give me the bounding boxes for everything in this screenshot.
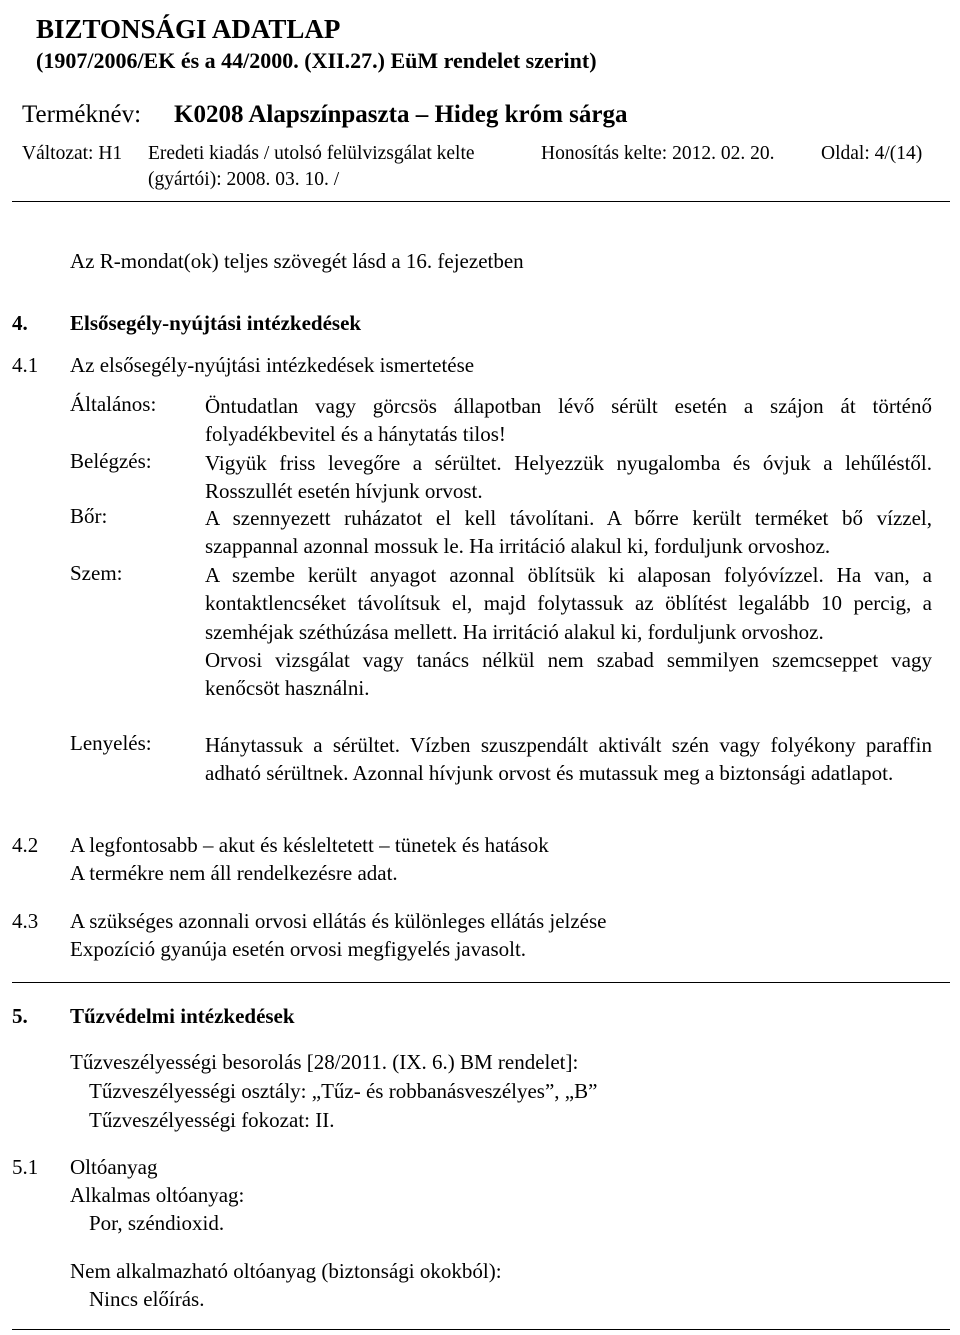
- first-aid-text: Hánytassuk a sérültet. Vízben szuszpendált aktivált szén vagy folyékony paraffin adható sérültnek. Azonnal hívjunk orvost és mutassuk meg a biztonsági adatlapot.: [205, 733, 932, 786]
- first-aid-label: Bőr:: [70, 504, 108, 528]
- document-title: BIZTONSÁGI ADATLAP: [36, 14, 341, 44]
- fire-classification: Tűzveszélyességi besorolás [28/2011. (IX. 6.) BM rendelet]:: [70, 1050, 579, 1074]
- unsuitable-media-label: Nem alkalmazható oltóanyag (biztonsági okokból):: [70, 1259, 502, 1283]
- original-issue-line1: Eredeti kiadás / utolsó felülvizsgálat kelte: [148, 143, 475, 164]
- first-aid-text-extra: Orvosi vizsgálat vagy tanács nélkül nem szabad semmilyen szemcseppet vagy kenőcsöt használni.: [205, 647, 932, 701]
- first-aid-text-block: [205, 561, 932, 702]
- first-aid-text: A szembe került anyagot azonnal öblítsük ki alaposan folyóvízzel. Ha van, a kontaktlencséket távolítsuk el, majd folytassuk az öblítést legalább 10 percig, a szemhéjak széthúzása mellett. Ha irritáció alakul ki, forduljunk orvoshoz.: [205, 563, 932, 644]
- r-phrase-note: Az R-mondat(ok) teljes szövegét lásd a 16. fejezetben: [70, 249, 524, 273]
- fire-class: Tűzveszélyességi osztály: „Tűz- és robbanásveszélyes”, „B”: [89, 1079, 598, 1103]
- unsuitable-media: Nincs előírás.: [89, 1287, 205, 1311]
- section-divider: [12, 982, 950, 983]
- suitable-media-label: Alkalmas oltóanyag:: [70, 1183, 245, 1207]
- header-divider: [12, 201, 950, 202]
- first-aid-text: Vigyük friss levegőre a sérültet. Helyezzük nyugalomba és óvjuk a lehűléstől. Rosszullét esetén hívjunk orvost.: [205, 451, 932, 504]
- subsection-4-3-title: A szükséges azonnali orvosi ellátás és különleges ellátás jelzése: [70, 909, 607, 933]
- subsection-4-3-number: 4.3: [12, 909, 39, 933]
- subsection-4-2-number: 4.2: [12, 833, 39, 857]
- subsection-4-2-text: A termékre nem áll rendelkezésre adat.: [70, 861, 398, 885]
- first-aid-label: Szem:: [70, 561, 123, 585]
- subsection-5-1-title: Oltóanyag: [70, 1155, 158, 1179]
- page-number: Oldal: 4/(14): [821, 143, 923, 164]
- approval-date: Honosítás kelte: 2012. 02. 20.: [541, 143, 775, 164]
- subsection-5-1-number: 5.1: [12, 1155, 39, 1179]
- first-aid-text: Öntudatlan vagy görcsös állapotban lévő sérült esetén a szájon át történő folyadékbevitel és a hánytatás tilos!: [205, 394, 932, 447]
- first-aid-text: A szennyezett ruházatot el kell távolítani. A bőrre került terméket bő vízzel, szappannal azonnal mossuk le. Ha irritáció alakul ki, forduljunk orvoshoz.: [205, 506, 932, 559]
- section5-number: 5.: [12, 1004, 28, 1028]
- document-subtitle: (1907/2006/EK és a 44/2000. (XII.27.) EüM rendelet szerint): [36, 48, 597, 73]
- original-issue-line2: (gyártói): 2008. 03. 10. /: [148, 169, 340, 190]
- first-aid-label: Általános:: [70, 392, 157, 416]
- first-aid-label: Lenyelés:: [70, 731, 152, 755]
- suitable-media: Por, széndioxid.: [89, 1211, 225, 1235]
- version: Változat: H1: [22, 143, 123, 164]
- page-bottom-rule: [12, 1329, 950, 1330]
- section5-title: Tűzvédelmi intézkedések: [70, 1004, 295, 1028]
- subsection-4-1-title: Az elsősegély-nyújtási intézkedések ismertetése: [70, 353, 475, 377]
- product-label: Terméknév:: [22, 101, 142, 128]
- first-aid-label: Belégzés:: [70, 449, 152, 473]
- section4-title: Elsősegély-nyújtási intézkedések: [70, 311, 362, 335]
- subsection-4-1-number: 4.1: [12, 353, 39, 377]
- fire-grade: Tűzveszélyességi fokozat: II.: [89, 1108, 335, 1132]
- subsection-4-3-text: Expozíció gyanúja esetén orvosi megfigyelés javasolt.: [70, 937, 527, 961]
- product-name: K0208 Alapszínpaszta – Hideg króm sárga: [174, 101, 628, 128]
- section4-number: 4.: [12, 311, 28, 335]
- subsection-4-2-title: A legfontosabb – akut és késleltetett – tünetek és hatások: [70, 833, 549, 857]
